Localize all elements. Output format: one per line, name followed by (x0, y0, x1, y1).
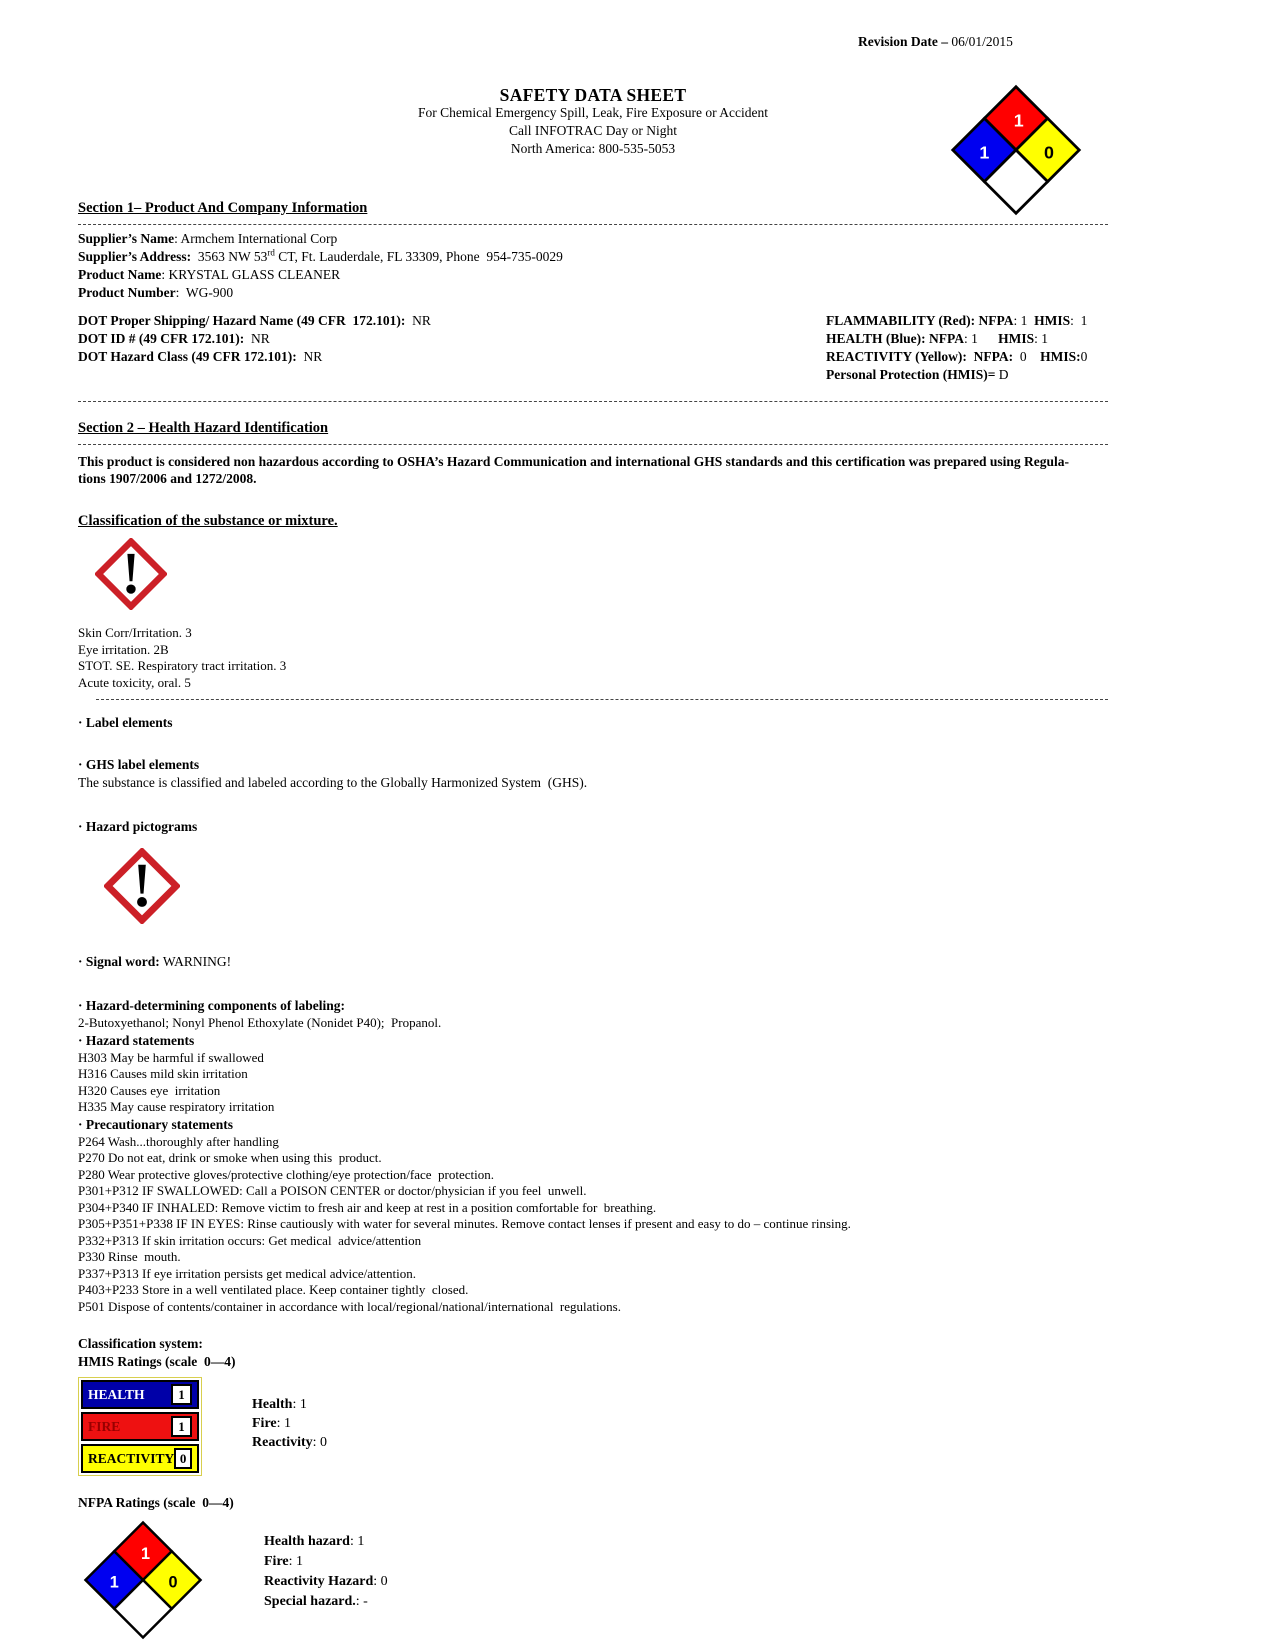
hmis-health-bar (81, 1380, 199, 1409)
hazard-pictograms-heading: · Hazard pictograms (78, 819, 198, 834)
dot-class-value: NR (296, 349, 323, 364)
dot-shipping-value: NR (405, 313, 431, 328)
dot-shipping-label: DOT Proper Shipping/ Hazard Name (49 CFR 172.101): (78, 313, 406, 328)
precautionary-statement: P304+P340 IF INHALED: Remove victim to fresh air and keep at rest in a position comfortable for breathing. (78, 1199, 657, 1215)
classification-system-heading: Classification system: (78, 1336, 203, 1351)
supplier-address-row (78, 248, 1108, 266)
signal-word-value: WARNING! (159, 954, 232, 969)
precautionary-statement: P305+P351+P338 IF IN EYES: Rinse cautiously with water for several minutes. Remove contact lenses if present and easy to do – continue rinsing. (78, 1216, 851, 1231)
product-number-value: : WG-900 (175, 285, 234, 300)
nfpa-special-row: Special hazard.: - (264, 1594, 368, 1609)
hmis-fire-label: FIRE (88, 1418, 121, 1434)
signal-word-row (78, 953, 1108, 971)
precautionary-statement: P264 Wash...thoroughly after handling (78, 1133, 279, 1149)
dot-and-ratings (78, 312, 1108, 384)
ghs-label-elements-text: The substance is classified and labeled according to the Globally Harmonized System (GHS). (78, 775, 588, 790)
nfpa-diamond-icon (80, 1520, 206, 1640)
dot-shipping-row (78, 312, 431, 330)
hmis-reactivity-value: 0 (174, 1448, 192, 1469)
hmis-fire-row: Fire: 1 (252, 1416, 292, 1431)
separator (78, 401, 1108, 402)
hmis-ratings (78, 1377, 1108, 1476)
nfpa-ratings (78, 1520, 1108, 1640)
dot-block (78, 312, 431, 384)
nfpa-reactivity-row: Reactivity Hazard: 0 (264, 1574, 388, 1589)
separator (96, 699, 1108, 700)
page-title: SAFETY DATA SHEET (499, 85, 687, 105)
precautionary-statement: P301+P312 IF SWALLOWED: Call a POISON CENTER or doctor/physician if you feel unwell. (78, 1183, 587, 1198)
hmis-reactivity-row: Reactivity: 0 (252, 1435, 328, 1450)
supplier-address-ordinal: rd (267, 247, 275, 258)
revision-date-label: Revision Date – (858, 34, 948, 49)
classification-item: Skin Corr/Irritation. 3 (78, 625, 192, 640)
supplier-name-label: Supplier’s Name (78, 231, 175, 246)
dot-class-row (78, 348, 431, 366)
precautionary-statement: P337+P313 If eye irritation persists get medical advice/attention. (78, 1265, 417, 1281)
supplier-address-value-2: CT, Ft. Lauderdale, FL 33309, Phone 954-735-0029 (274, 249, 563, 264)
hmis-health-value: 1 (171, 1384, 192, 1405)
supplier-name-row (78, 230, 1108, 248)
nfpa-health-value: 1 (109, 1573, 119, 1592)
document-body (78, 0, 1108, 1640)
hmis-health-row: Health: 1 (252, 1397, 307, 1412)
label-elements-heading: · Label elements (78, 715, 173, 730)
flammability-rating-row: FLAMMABILITY (Red): NFPA: 1 HMIS: 1 (826, 313, 1088, 328)
hmis-reactivity-label: REACTIVITY (88, 1450, 175, 1466)
nfpa-fire-value: 1 (140, 1544, 151, 1563)
hmis-color-bars (78, 1377, 202, 1476)
header-subtitle-1: For Chemical Emergency Spill, Leak, Fire Exposure or Accident (418, 105, 768, 120)
product-number-row (78, 284, 1108, 302)
ghs-exclamation-dot (126, 584, 135, 593)
precautionary-statement: P403+P233 Store in a well ventilated place. Keep container tightly closed. (78, 1282, 469, 1297)
classification-item: Acute toxicity, oral. 5 (78, 674, 191, 690)
personal-protection-row: Personal Protection (HMIS)= D (826, 367, 1009, 382)
nfpa-health-value: 1 (979, 142, 990, 163)
classification-item: STOT. SE. Respiratory tract irritation. 3 (78, 658, 287, 673)
reactivity-rating-row: REACTIVITY (Yellow): NFPA: 0 HMIS:0 (826, 349, 1088, 364)
dot-id-label: DOT ID # (49 CFR 172.101): (78, 331, 245, 346)
product-name-label: Product Name (78, 267, 162, 282)
hazard-statement: H320 Causes eye irritation (78, 1082, 221, 1098)
hazard-statements-heading: · Hazard statements (78, 1032, 195, 1048)
product-name-row (78, 266, 1108, 284)
supplier-address-value: 3563 NW 53 (191, 249, 268, 264)
hazard-statement: H303 May be harmful if swallowed (78, 1049, 264, 1065)
precautionary-statements-list (78, 1134, 1108, 1316)
ghs-label-elements-heading: · GHS label elements (78, 757, 200, 772)
classification-heading: Classification of the substance or mixture. (78, 513, 338, 529)
classification-item: Eye irritation. 2B (78, 641, 169, 657)
document-header (78, 0, 1108, 158)
dot-class-label: DOT Hazard Class (49 CFR 172.101): (78, 349, 297, 364)
revision-date-value: 06/01/2015 (948, 34, 1013, 49)
product-number-label: Product Number (78, 285, 176, 300)
nfpa-ratings-heading: NFPA Ratings (scale 0—4) (78, 1495, 234, 1510)
classification-list (78, 625, 1108, 691)
separator (78, 444, 1108, 445)
hmis-ratings-heading: HMIS Ratings (scale 0—4) (78, 1354, 236, 1369)
non-hazardous-statement (78, 453, 1108, 487)
supplier-name-value: : Armchem International Corp (174, 231, 338, 246)
precautionary-statements-heading: · Precautionary statements (78, 1116, 233, 1132)
precautionary-statement: P270 Do not eat, drink or smoke when using this product. (78, 1150, 382, 1165)
hazard-components-text: 2-Butoxyethanol; Nonyl Phenol Ethoxylate (Nonidet P40); Propanol. (78, 1015, 442, 1030)
nfpa-reactivity-value: 0 (1044, 142, 1054, 163)
supplier-address-label: Supplier’s Address: (78, 249, 192, 264)
header-subtitle-2: Call INFOTRAC Day or Night (509, 123, 677, 138)
hmis-ratings-text (252, 1377, 327, 1476)
non-hazardous-line-1: This product is considered non hazardous according to OSHA’s Hazard Communication and international GHS standards and this certification was prepared using Regula- (78, 454, 1069, 469)
nfpa-fire-value: 1 (1013, 110, 1024, 131)
precautionary-statement: P280 Wear protective gloves/protective clothing/eye protection/face protection. (78, 1166, 495, 1182)
ratings-block (826, 312, 1108, 384)
product-name-value: : KRYSTAL GLASS CLEANER (161, 267, 341, 282)
non-hazardous-line-2: tions 1907/2006 and 1272/2008. (78, 471, 257, 486)
hazard-statements-list (78, 1050, 1108, 1116)
dot-id-value: NR (244, 331, 270, 346)
hazard-statement: H335 May cause respiratory irritation (78, 1099, 275, 1114)
header-subtitle-3: North America: 800-535-5053 (510, 141, 676, 156)
ghs-exclamation-icon (95, 538, 167, 610)
precautionary-statement: P330 Rinse mouth. (78, 1249, 181, 1264)
ghs-exclamation-dot (137, 897, 147, 907)
precautionary-statement: P332+P313 If skin irritation occurs: Get medical advice/attention (78, 1232, 422, 1248)
hmis-reactivity-bar (81, 1444, 199, 1473)
hmis-fire-bar (81, 1412, 199, 1441)
nfpa-ratings-text (264, 1520, 388, 1640)
section1-heading: Section 1– Product And Company Information (78, 200, 368, 216)
nfpa-health-row: Health hazard: 1 (264, 1534, 365, 1549)
ghs-exclamation-icon (104, 848, 180, 924)
hmis-health-label: HEALTH (88, 1386, 145, 1402)
section2-heading: Section 2 – Health Hazard Identification (78, 420, 329, 436)
separator (78, 224, 1108, 225)
supplier-info (78, 230, 1108, 302)
hmis-fire-value: 1 (171, 1416, 192, 1437)
hazard-statement: H316 Causes mild skin irritation (78, 1066, 248, 1081)
precautionary-statement: P501 Dispose of contents/container in accordance with local/regional/national/international regulations. (78, 1298, 621, 1314)
nfpa-fire-row: Fire: 1 (264, 1554, 304, 1569)
hazard-components-heading: · Hazard-determining components of labeling: (78, 998, 345, 1013)
dot-id-row (78, 330, 431, 348)
nfpa-reactivity-value: 0 (168, 1573, 178, 1592)
health-rating-row: HEALTH (Blue): NFPA: 1 HMIS: 1 (826, 331, 1049, 346)
signal-word-label: · Signal word: (78, 954, 160, 969)
